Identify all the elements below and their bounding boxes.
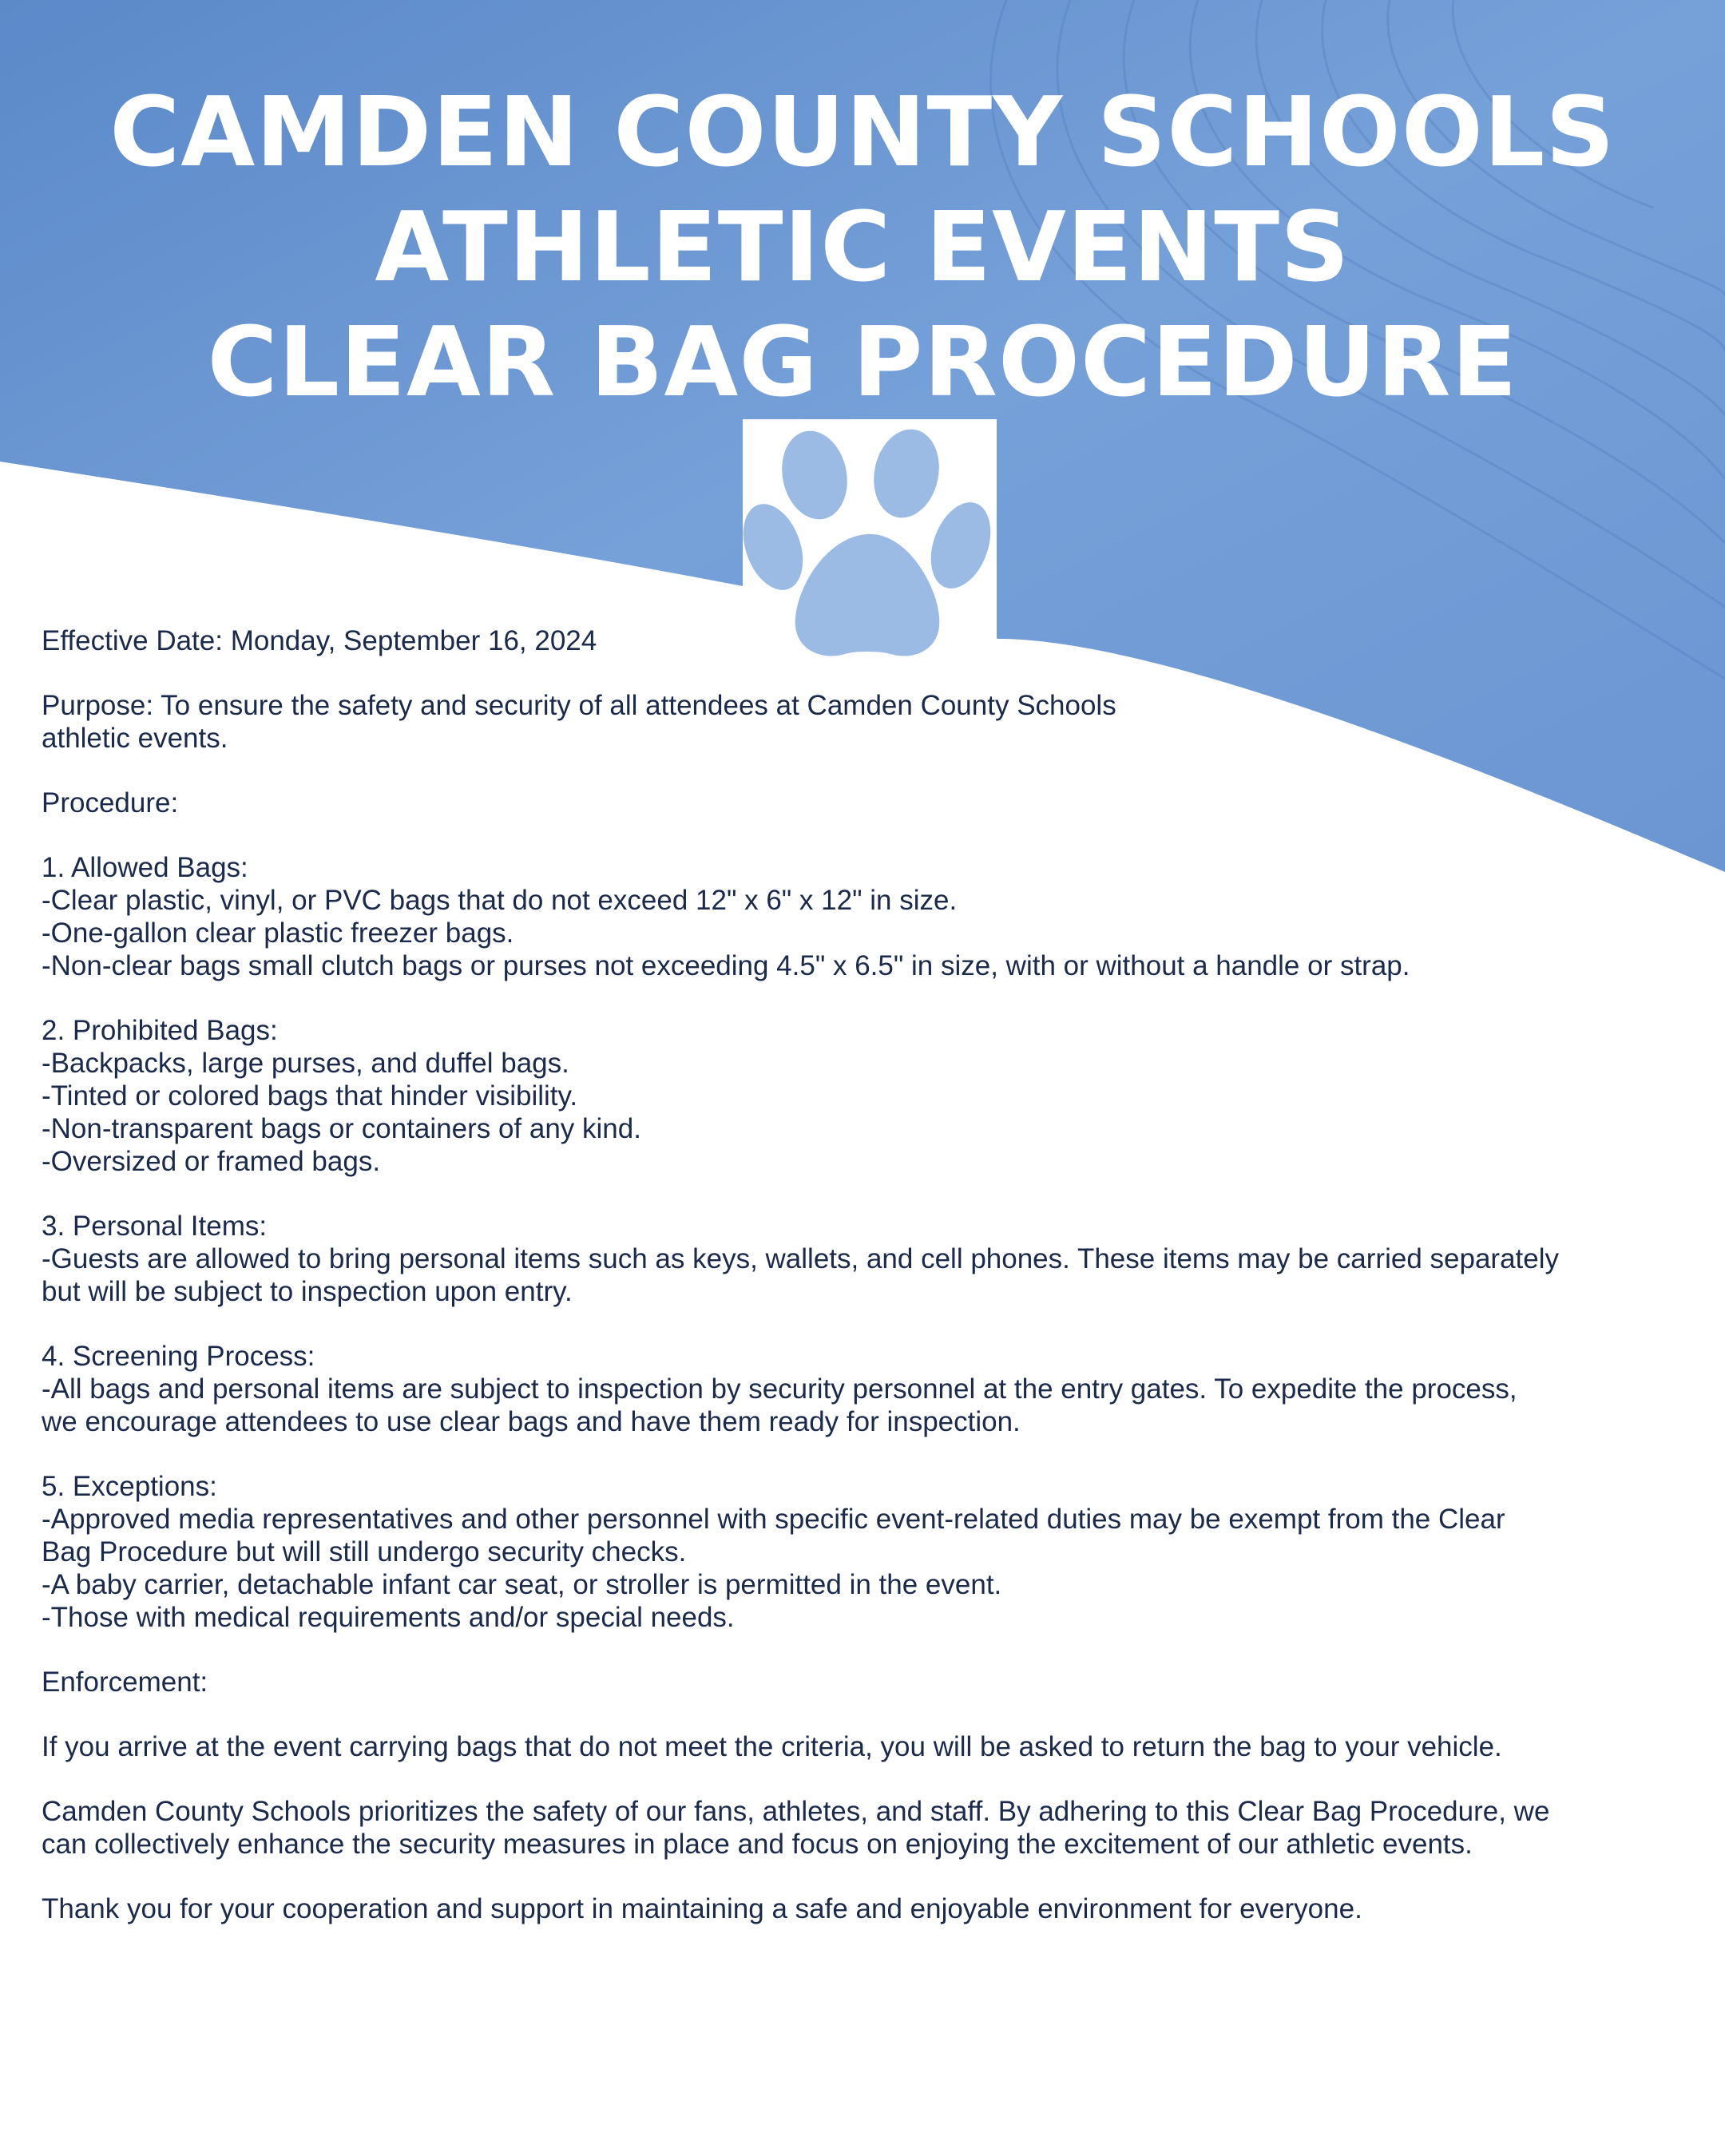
procedure-document-body bbox=[42, 624, 1559, 1957]
enforcement-text: If you arrive at the event carrying bags that do not meet the criteria, you will be asked to return the bag to your vehicle. bbox=[42, 1731, 1502, 1762]
list-item: -Oversized or framed bags. bbox=[42, 1146, 381, 1177]
section-screening-process bbox=[42, 1340, 1559, 1438]
list-item: -Tinted or colored bags that hinder visibility. bbox=[42, 1080, 578, 1112]
list-item: -All bags and personal items are subject to inspection by security personnel at the entry gates. To expedite the process, we encourage attendees to use clear bags and have them ready for inspection. bbox=[42, 1373, 1517, 1437]
title-line-2: ATHLETIC EVENTS bbox=[375, 192, 1350, 303]
closing-text: Camden County Schools prioritizes the safety of our fans, athletes, and staff. By adhering to this Clear Bag Procedure, we can collectively enhance the security measures in place and focus on enjoying the excitement of our athletic events. bbox=[42, 1796, 1550, 1860]
title-line-3: CLEAR BAG PROCEDURE bbox=[207, 307, 1518, 418]
section-allowed-bags bbox=[42, 851, 1559, 982]
list-item: -Those with medical requirements and/or special needs. bbox=[42, 1602, 735, 1633]
section-heading: 5. Exceptions: bbox=[42, 1471, 217, 1502]
list-item: -Backpacks, large purses, and duffel bags. bbox=[42, 1048, 569, 1079]
list-item: -Non-clear bags small clutch bags or purses not exceeding 4.5" x 6.5" in size, with or without a handle or strap. bbox=[42, 950, 1410, 981]
list-item: -Clear plastic, vinyl, or PVC bags that do not exceed 12" x 6" x 12" in size. bbox=[42, 885, 958, 916]
section-heading: 1. Allowed Bags: bbox=[42, 852, 248, 883]
section-exceptions bbox=[42, 1470, 1559, 1634]
section-personal-items bbox=[42, 1210, 1559, 1308]
procedure-heading: Procedure: bbox=[42, 787, 179, 818]
purpose-statement: Purpose: To ensure the safety and security of all attendees at Camden County Schools athletic events. bbox=[42, 690, 1116, 754]
section-heading: 4. Screening Process: bbox=[42, 1341, 315, 1372]
list-item: -A baby carrier, detachable infant car seat, or stroller is permitted in the event. bbox=[42, 1569, 1002, 1600]
section-heading: 3. Personal Items: bbox=[42, 1211, 268, 1242]
enforcement-heading: Enforcement: bbox=[42, 1667, 208, 1698]
list-item: -Non-transparent bags or containers of any kind. bbox=[42, 1113, 641, 1144]
page-title bbox=[0, 76, 1725, 421]
list-item: -Approved media representatives and other personnel with specific event-related duties may be exempt from the Clear Bag Procedure but will still undergo security checks. bbox=[42, 1504, 1505, 1567]
title-line-1: CAMDEN COUNTY SCHOOLS bbox=[109, 77, 1616, 188]
list-item: -Guests are allowed to bring personal items such as keys, wallets, and cell phones. These items may be carried separately but will be subject to inspection upon entry. bbox=[42, 1243, 1559, 1307]
section-prohibited-bags bbox=[42, 1014, 1559, 1178]
thanks-text: Thank you for your cooperation and support in maintaining a safe and enjoyable environment for everyone. bbox=[42, 1893, 1362, 1924]
section-heading: 2. Prohibited Bags: bbox=[42, 1015, 278, 1046]
list-item: -One-gallon clear plastic freezer bags. bbox=[42, 917, 514, 949]
effective-date: Effective Date: Monday, September 16, 2024 bbox=[42, 625, 597, 656]
